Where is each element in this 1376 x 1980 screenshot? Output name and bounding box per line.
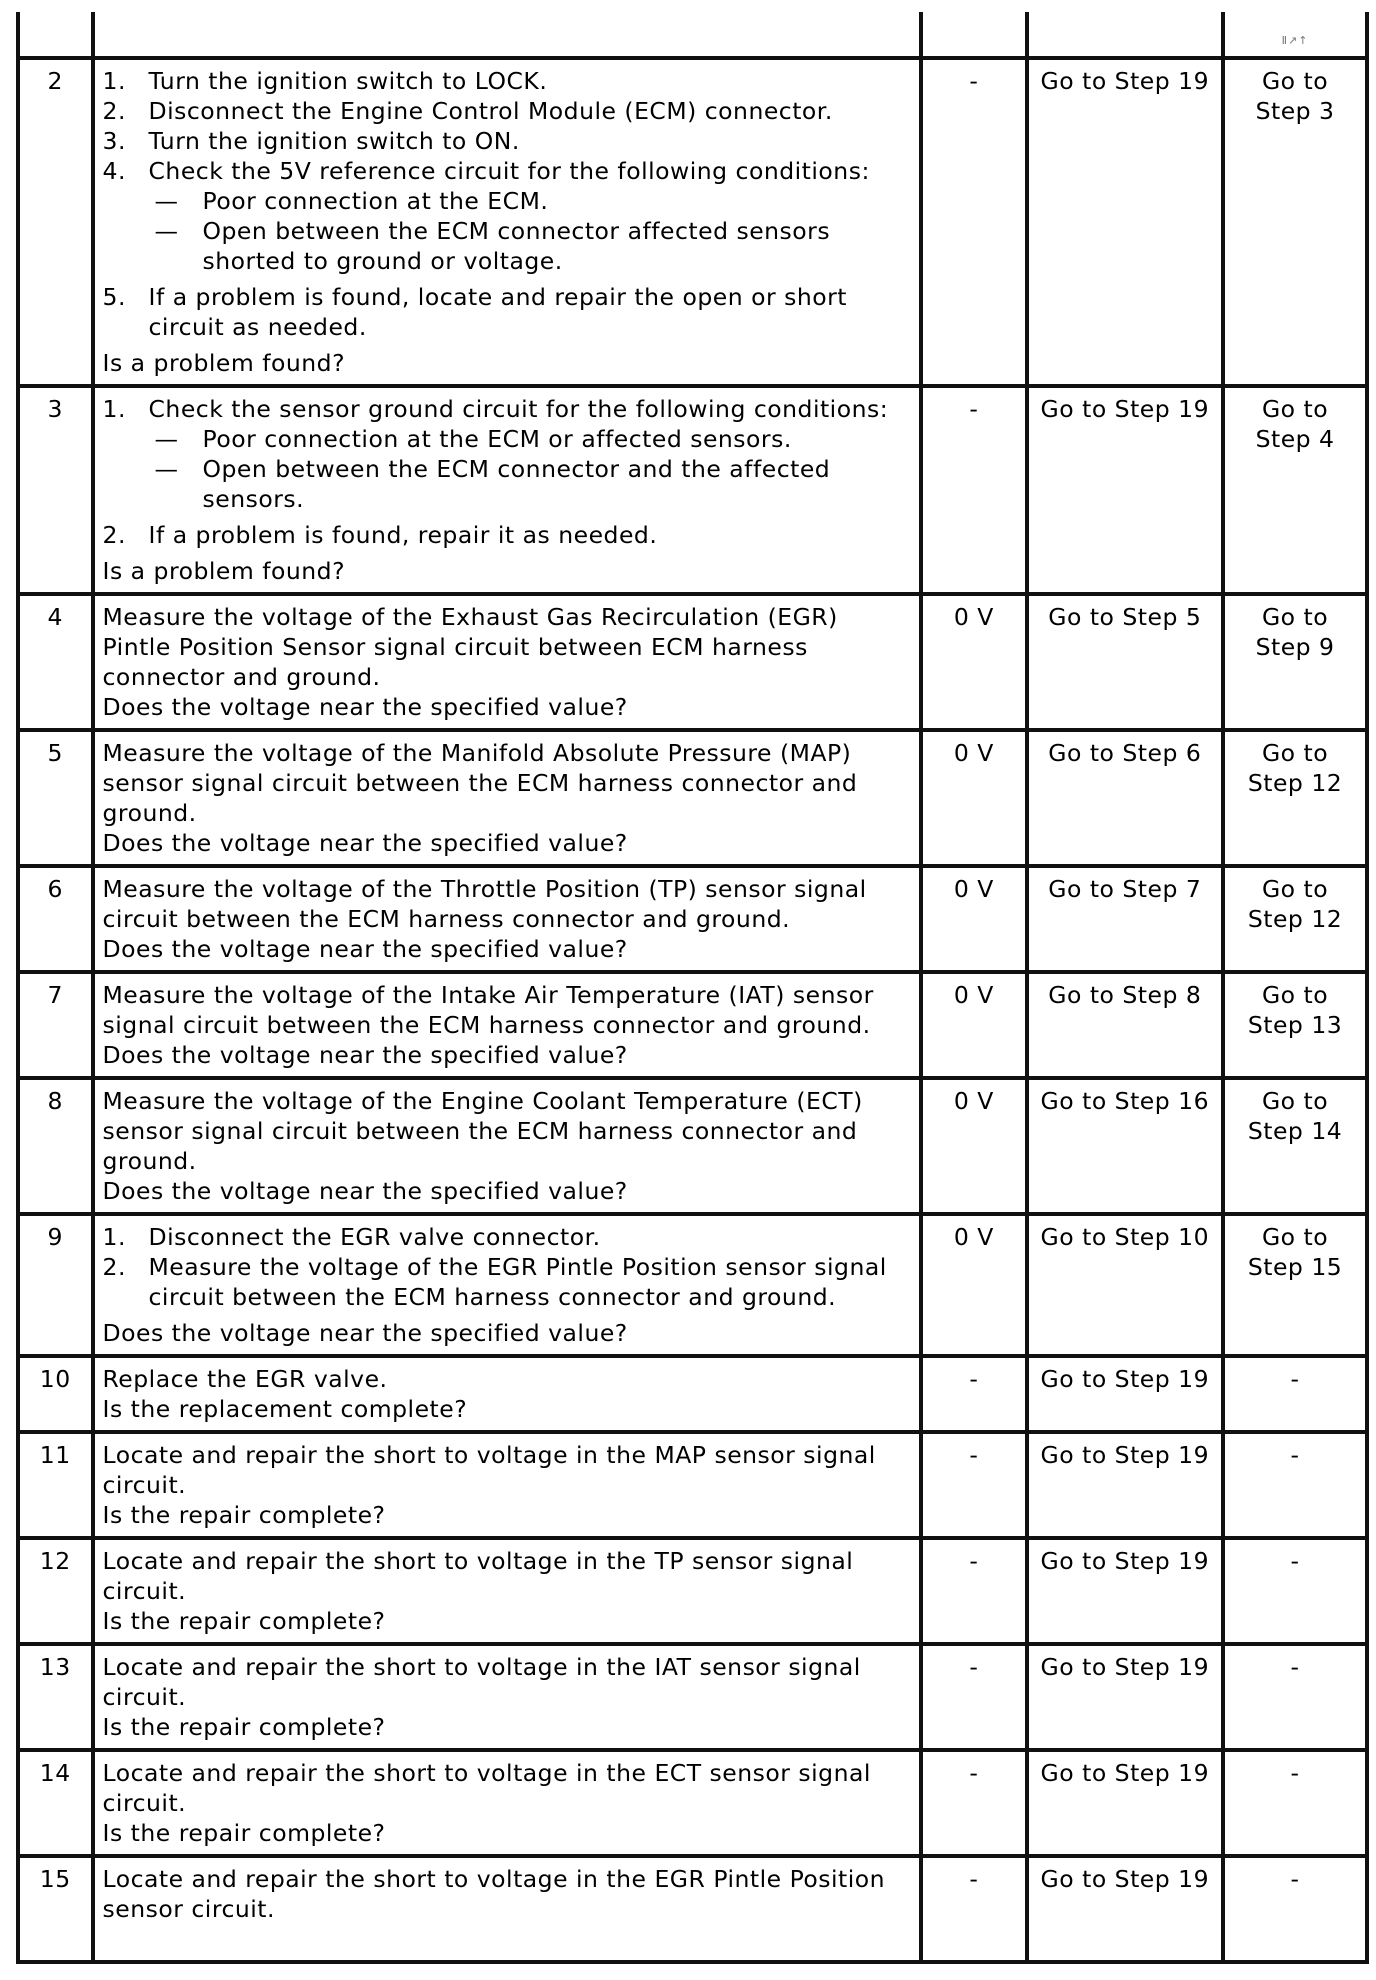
procedure-item-text: Check the 5V reference circuit for the following conditions: bbox=[148, 157, 870, 185]
action-cell bbox=[93, 1538, 922, 1644]
action-cell bbox=[93, 58, 922, 386]
procedure-item-text: Disconnect the Engine Control Module (ECM) connector. bbox=[148, 97, 833, 125]
action-text: Locate and repair the short to voltage in the MAP sensor signal circuit. bbox=[102, 1441, 876, 1499]
specified-value: - bbox=[969, 1547, 979, 1575]
value-cell bbox=[921, 1750, 1026, 1856]
step-number-cell bbox=[18, 1432, 93, 1538]
step-number: 7 bbox=[47, 981, 63, 1009]
no-result: - bbox=[1290, 1547, 1300, 1575]
specified-value: - bbox=[969, 1653, 979, 1681]
table-row bbox=[18, 1432, 1367, 1538]
action-cell bbox=[93, 866, 922, 972]
step-number: 10 bbox=[39, 1365, 71, 1393]
no-result: - bbox=[1290, 1365, 1300, 1393]
condition-item bbox=[149, 216, 912, 276]
procedure-item-text: Turn the ignition switch to ON. bbox=[148, 127, 520, 155]
dash-bullet-icon: — bbox=[154, 455, 179, 483]
table-row bbox=[18, 58, 1367, 386]
action-cell bbox=[93, 972, 922, 1078]
action-text: Locate and repair the short to voltage in the IAT sensor signal circuit. bbox=[102, 1653, 861, 1711]
question-text: Is the repair complete? bbox=[102, 1713, 386, 1741]
specified-value: - bbox=[969, 1365, 979, 1393]
value-cell bbox=[921, 1538, 1026, 1644]
table-row bbox=[18, 1356, 1367, 1432]
diagnostic-table-sheet bbox=[16, 12, 1369, 1964]
table-row bbox=[18, 386, 1367, 594]
specified-value: 0 V bbox=[953, 981, 994, 1009]
procedure-item-number: 1. bbox=[102, 395, 126, 423]
step-number-cell bbox=[18, 1538, 93, 1644]
step-number: 15 bbox=[39, 1865, 71, 1893]
action-text: Measure the voltage of the Intake Air Temperature (IAT) sensor signal circuit between the ECM harness connector and ground. bbox=[102, 981, 874, 1039]
value-cell bbox=[921, 1432, 1026, 1538]
no-result: - bbox=[1290, 1865, 1300, 1893]
yes-result: Go to Step 19 bbox=[1040, 1653, 1210, 1681]
procedure-item bbox=[103, 1252, 912, 1312]
value-cell bbox=[921, 1644, 1026, 1750]
no-result: Go to Step 9 bbox=[1255, 603, 1335, 661]
table-row bbox=[18, 1078, 1367, 1214]
specified-value: 0 V bbox=[953, 1087, 994, 1115]
yes-result: Go to Step 19 bbox=[1040, 1547, 1210, 1575]
yes-cell bbox=[1027, 1644, 1224, 1750]
condition-list bbox=[149, 186, 912, 276]
yes-result: Go to Step 10 bbox=[1040, 1223, 1210, 1251]
step-number-cell bbox=[18, 866, 93, 972]
procedure-item-number: 1. bbox=[102, 67, 126, 95]
procedure-item-text: Turn the ignition switch to LOCK. bbox=[148, 67, 548, 95]
no-result: Go to Step 13 bbox=[1247, 981, 1343, 1039]
step-number: 9 bbox=[47, 1223, 63, 1251]
no-result: - bbox=[1290, 1759, 1300, 1787]
no-cell bbox=[1223, 1078, 1367, 1214]
yes-cell bbox=[1027, 594, 1224, 730]
no-result: - bbox=[1290, 1653, 1300, 1681]
yes-result: Go to Step 19 bbox=[1040, 67, 1210, 95]
procedure-item-number: 2. bbox=[102, 1253, 126, 1281]
question-text: Does the voltage near the specified value? bbox=[102, 1177, 628, 1205]
no-result: Go to Step 12 bbox=[1247, 875, 1343, 933]
yes-cell bbox=[1027, 386, 1224, 594]
action-text: Locate and repair the short to voltage in the ECT sensor signal circuit. bbox=[102, 1759, 871, 1817]
step-number-cell bbox=[18, 58, 93, 386]
table-row bbox=[18, 972, 1367, 1078]
condition-text: Poor connection at the ECM. bbox=[202, 187, 549, 215]
condition-item bbox=[149, 186, 912, 216]
no-cell bbox=[1223, 1538, 1367, 1644]
value-cell bbox=[921, 866, 1026, 972]
value-cell bbox=[921, 594, 1026, 730]
action-cell bbox=[93, 12, 922, 58]
procedure-item-number: 3. bbox=[102, 127, 126, 155]
step-number: 13 bbox=[39, 1653, 71, 1681]
procedure-item-number: 2. bbox=[102, 521, 126, 549]
yes-result: Go to Step 19 bbox=[1040, 1759, 1210, 1787]
no-cell bbox=[1223, 1750, 1367, 1856]
question-text: Is a problem found? bbox=[102, 557, 346, 585]
table-row bbox=[18, 1214, 1367, 1356]
procedure-item bbox=[103, 66, 912, 96]
action-cell bbox=[93, 1078, 922, 1214]
yes-cell bbox=[1027, 730, 1224, 866]
action-cell bbox=[93, 1356, 922, 1432]
specified-value: - bbox=[969, 1865, 979, 1893]
yes-cell bbox=[1027, 1432, 1224, 1538]
procedure-item-number: 1. bbox=[102, 1223, 126, 1251]
condition-text: Open between the ECM connector and the affected sensors. bbox=[202, 455, 831, 513]
procedure-item-text: Measure the voltage of the EGR Pintle Position sensor signal circuit between the ECM harness connector and ground. bbox=[148, 1253, 887, 1311]
step-number-cell bbox=[18, 1856, 93, 1962]
action-text: Measure the voltage of the Throttle Position (TP) sensor signal circuit between the ECM harness connector and ground. bbox=[102, 875, 867, 933]
step-number: 14 bbox=[39, 1759, 71, 1787]
no-cell bbox=[1223, 58, 1367, 386]
condition-item bbox=[149, 454, 912, 514]
question-text: Is the replacement complete? bbox=[102, 1395, 468, 1423]
yes-cell bbox=[1027, 866, 1224, 972]
question-text: Is the repair complete? bbox=[102, 1501, 386, 1529]
value-cell bbox=[921, 1856, 1026, 1962]
procedure-item-text: Check the sensor ground circuit for the following conditions: bbox=[148, 395, 889, 423]
no-cell bbox=[1223, 1356, 1367, 1432]
no-cell bbox=[1223, 594, 1367, 730]
yes-cell bbox=[1027, 1356, 1224, 1432]
yes-result: Go to Step 7 bbox=[1048, 875, 1202, 903]
specified-value: 0 V bbox=[953, 739, 994, 767]
dash-bullet-icon: — bbox=[154, 217, 179, 245]
value-cell bbox=[921, 386, 1026, 594]
procedure-item-number: 5. bbox=[102, 283, 126, 311]
condition-text: Poor connection at the ECM or affected sensors. bbox=[202, 425, 792, 453]
question-text: Does the voltage near the specified value? bbox=[102, 935, 628, 963]
action-cell bbox=[93, 1432, 922, 1538]
no-cell bbox=[1223, 1644, 1367, 1750]
question-text: Does the voltage near the specified value? bbox=[102, 693, 628, 721]
yes-cell bbox=[1027, 12, 1224, 58]
action-cell bbox=[93, 1214, 922, 1356]
header-mark: Ⅱ↗↑ bbox=[1281, 34, 1309, 47]
action-text: Locate and repair the short to voltage in the TP sensor signal circuit. bbox=[102, 1547, 854, 1605]
procedure-item bbox=[103, 1222, 912, 1252]
action-text: Replace the EGR valve. bbox=[102, 1365, 388, 1393]
action-cell bbox=[93, 730, 922, 866]
no-result: Go to Step 15 bbox=[1247, 1223, 1343, 1281]
action-text: Measure the voltage of the Exhaust Gas Recirculation (EGR) Pintle Position Sensor signal circuit between ECM harness connector and ground. bbox=[102, 603, 838, 691]
dash-bullet-icon: — bbox=[154, 187, 179, 215]
specified-value: 0 V bbox=[953, 875, 994, 903]
step-number: 8 bbox=[47, 1087, 63, 1115]
yes-result: Go to Step 19 bbox=[1040, 1441, 1210, 1469]
yes-cell bbox=[1027, 1856, 1224, 1962]
yes-result: Go to Step 8 bbox=[1048, 981, 1202, 1009]
procedure-item-text: If a problem is found, repair it as needed. bbox=[148, 521, 658, 549]
question-text: Does the voltage near the specified value? bbox=[102, 1041, 628, 1069]
yes-cell bbox=[1027, 1538, 1224, 1644]
procedure-item bbox=[103, 126, 912, 156]
action-text: Measure the voltage of the Engine Coolant Temperature (ECT) sensor signal circuit between the ECM harness connector and ground. bbox=[102, 1087, 863, 1175]
yes-cell bbox=[1027, 1078, 1224, 1214]
step-number-cell bbox=[18, 1214, 93, 1356]
step-number: 12 bbox=[39, 1547, 71, 1575]
no-result: Go to Step 12 bbox=[1247, 739, 1343, 797]
action-text: Measure the voltage of the Manifold Absolute Pressure (MAP) sensor signal circuit between the ECM harness connector and ground. bbox=[102, 739, 858, 827]
dash-bullet-icon: — bbox=[154, 425, 179, 453]
procedure-list bbox=[103, 394, 912, 550]
step-cell bbox=[18, 12, 93, 58]
specified-value: - bbox=[969, 67, 979, 95]
table-row bbox=[18, 594, 1367, 730]
yes-result: Go to Step 16 bbox=[1040, 1087, 1210, 1115]
procedure-item bbox=[103, 394, 912, 514]
procedure-item bbox=[103, 520, 912, 550]
procedure-item bbox=[103, 96, 912, 126]
table-row bbox=[18, 866, 1367, 972]
no-result: Go to Step 4 bbox=[1255, 395, 1335, 453]
no-cell bbox=[1223, 866, 1367, 972]
yes-result: Go to Step 19 bbox=[1040, 1865, 1210, 1893]
table-row bbox=[18, 1856, 1367, 1962]
value-cell bbox=[921, 1078, 1026, 1214]
yes-result: Go to Step 5 bbox=[1048, 603, 1202, 631]
specified-value: - bbox=[969, 1441, 979, 1469]
value-cell bbox=[921, 12, 1026, 58]
value-cell bbox=[921, 1356, 1026, 1432]
specified-value: - bbox=[969, 1759, 979, 1787]
procedure-list bbox=[103, 1222, 912, 1312]
action-cell bbox=[93, 594, 922, 730]
table-row bbox=[18, 730, 1367, 866]
procedure-item bbox=[103, 282, 912, 342]
diagnostic-table bbox=[16, 12, 1369, 1964]
step-number-cell bbox=[18, 1356, 93, 1432]
procedure-item-number: 2. bbox=[102, 97, 126, 125]
question-text: Is the repair complete? bbox=[102, 1819, 386, 1847]
step-number-cell bbox=[18, 1644, 93, 1750]
step-number-cell bbox=[18, 730, 93, 866]
value-cell bbox=[921, 58, 1026, 386]
yes-result: Go to Step 19 bbox=[1040, 1365, 1210, 1393]
question-text: Is a problem found? bbox=[102, 349, 346, 377]
step-number: 5 bbox=[47, 739, 63, 767]
step-number: 6 bbox=[47, 875, 63, 903]
procedure-item-number: 4. bbox=[102, 157, 126, 185]
step-number-cell bbox=[18, 1078, 93, 1214]
no-result: - bbox=[1290, 1441, 1300, 1469]
no-cell bbox=[1223, 1856, 1367, 1962]
no-cell bbox=[1223, 12, 1367, 58]
specified-value: 0 V bbox=[953, 1223, 994, 1251]
step-number-cell bbox=[18, 594, 93, 730]
value-cell bbox=[921, 972, 1026, 1078]
yes-cell bbox=[1027, 58, 1224, 386]
no-result: Go to Step 3 bbox=[1255, 67, 1335, 125]
action-text: Locate and repair the short to voltage in the EGR Pintle Position sensor circuit. bbox=[102, 1865, 886, 1923]
action-cell bbox=[93, 1856, 922, 1962]
no-cell bbox=[1223, 1214, 1367, 1356]
step-number: 11 bbox=[39, 1441, 71, 1469]
no-result: Go to Step 14 bbox=[1247, 1087, 1343, 1145]
table-row bbox=[18, 1644, 1367, 1750]
question-text: Is the repair complete? bbox=[102, 1607, 386, 1635]
specified-value: 0 V bbox=[953, 603, 994, 631]
table-row bbox=[18, 1750, 1367, 1856]
diagnostic-table-body bbox=[18, 12, 1367, 1962]
step-number-cell bbox=[18, 972, 93, 1078]
procedure-item-text: Disconnect the EGR valve connector. bbox=[148, 1223, 601, 1251]
condition-list bbox=[149, 424, 912, 514]
table-row bbox=[18, 1538, 1367, 1644]
condition-item bbox=[149, 424, 912, 454]
procedure-list bbox=[103, 66, 912, 342]
no-cell bbox=[1223, 730, 1367, 866]
yes-cell bbox=[1027, 972, 1224, 1078]
procedure-item bbox=[103, 156, 912, 276]
no-cell bbox=[1223, 386, 1367, 594]
question-text: Does the voltage near the specified value? bbox=[102, 829, 628, 857]
procedure-item-text: If a problem is found, locate and repair the open or short circuit as needed. bbox=[148, 283, 847, 341]
condition-text: Open between the ECM connector affected sensors shorted to ground or voltage. bbox=[202, 217, 831, 275]
yes-result: Go to Step 6 bbox=[1048, 739, 1202, 767]
action-cell bbox=[93, 1750, 922, 1856]
no-cell bbox=[1223, 972, 1367, 1078]
step-number-cell bbox=[18, 386, 93, 594]
value-cell bbox=[921, 730, 1026, 866]
step-number: 2 bbox=[47, 67, 63, 95]
step-number: 3 bbox=[47, 395, 63, 423]
specified-value: - bbox=[969, 395, 979, 423]
yes-cell bbox=[1027, 1214, 1224, 1356]
yes-cell bbox=[1027, 1750, 1224, 1856]
value-cell bbox=[921, 1214, 1026, 1356]
question-text: Does the voltage near the specified value? bbox=[102, 1319, 628, 1347]
step-number-cell bbox=[18, 1750, 93, 1856]
step-number: 4 bbox=[47, 603, 63, 631]
yes-result: Go to Step 19 bbox=[1040, 395, 1210, 423]
table-continuation-row bbox=[18, 12, 1367, 58]
action-cell bbox=[93, 386, 922, 594]
action-cell bbox=[93, 1644, 922, 1750]
no-cell bbox=[1223, 1432, 1367, 1538]
